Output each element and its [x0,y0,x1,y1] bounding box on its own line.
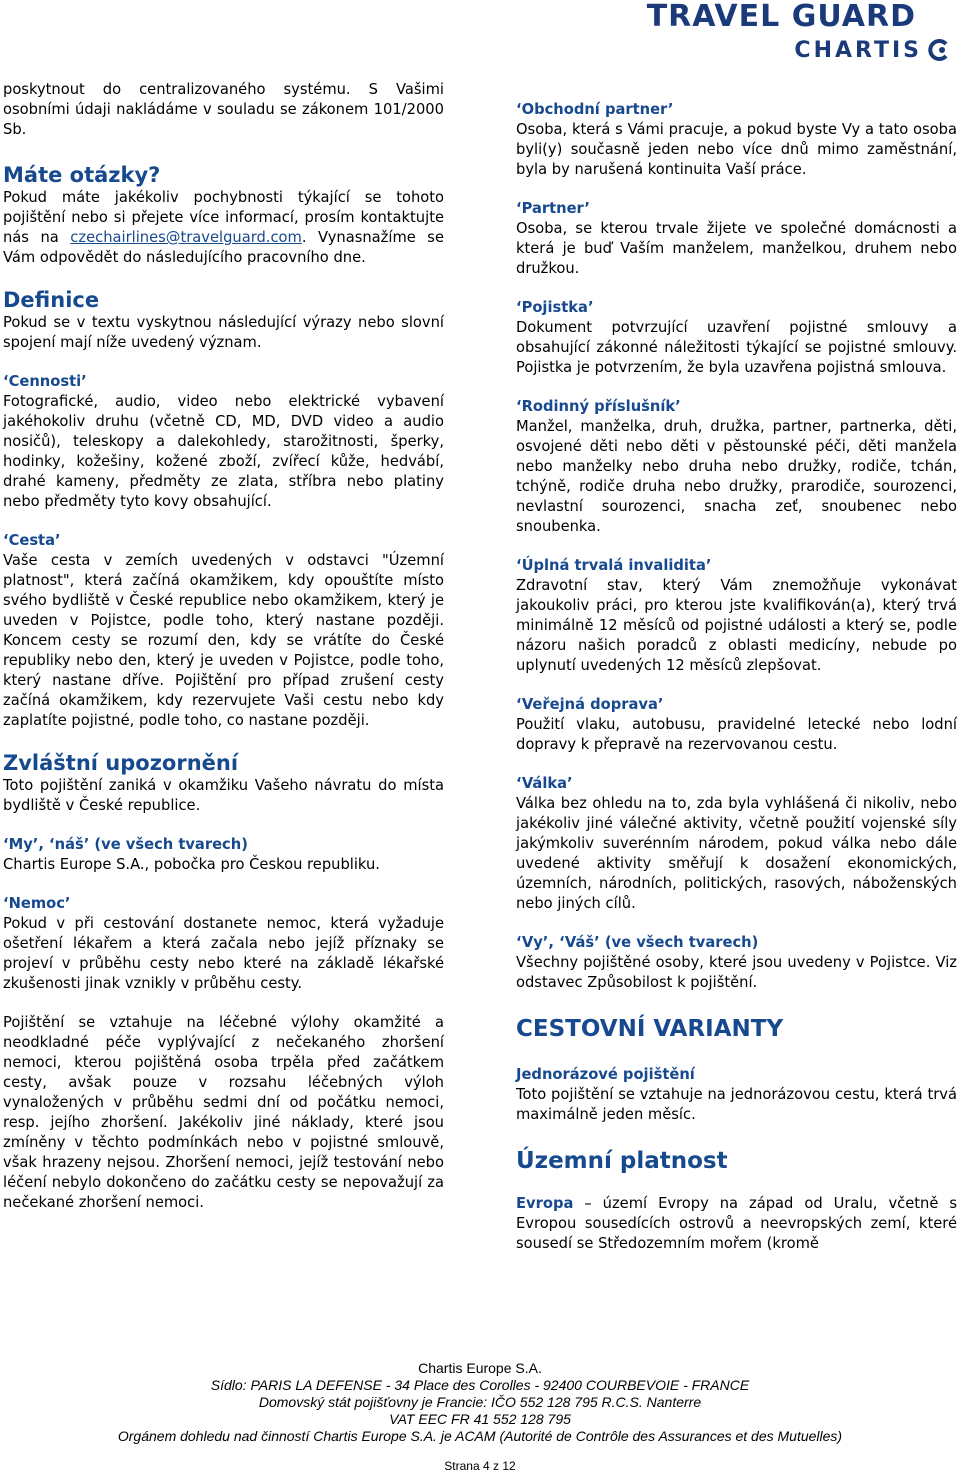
email-link[interactable]: czechairlines@travelguard.com [70,229,302,246]
intro-text: poskytnout do centralizovaného systému. S Vašimi osobními údaji nakládáme v souladu se zákonem 101/2000 Sb. [3,81,444,138]
left-column [3,80,444,1213]
footer-home-state: Domovský stát pojišťovny je Francie: IČO 552 128 795 R.C.S. Nanterre [258,1394,702,1410]
term-europe: Evropa [516,1195,574,1212]
term-war: ‘Válka’ [516,775,573,792]
term-illness: ‘Nemoc’ [3,895,71,912]
term-you: ‘Vy’, ‘Váš’ (ve všech tvarech) [516,934,759,951]
family-text: Manžel, manželka, druh, družka, partner, partnerka, děti, osvojené děti nebo děti v pěstounské péči, děti manžela nebo manželky nebo druha nebo družky, rodiče, tchán, tchýně, rodiče druha nebo družky, prarodiče, sourozenci, nevlastní sourozenci, snacha zeť, snoubenec nebo snoubenka. [516,418,957,535]
transport-text: Použití vlaku, autobusu, pravidelné letecké nebo lodní dopravy k přepravě na rezervovanou cestu. [516,716,957,753]
partner-text: Osoba, se kterou trvale žijete ve společné domácnosti a která je buď Vaším manželem, manželkou, druhem nebo družkou. [516,220,957,277]
footer [0,1360,960,1445]
valuables-text: Fotografické, audio, video nebo elektrické vybavení jakéhokoliv druhu (včetně CD, MD, DVD video a audio nosičů), teleskopy a dalekohledy, starožitnosti, šperky, hodinky, kožešiny, kožené zboží, zvířecí kůže, hedvábí, drahé kameny, předměty ze zlata, stříbra nebo platiny nebo předměty tyto kovy obsahující. [3,393,444,510]
footer-seat: Sídlo: PARIS LA DEFENSE - 34 Place des Corolles - 92400 COURBEVOIE - FRANCE [210,1377,750,1393]
footer-company: Chartis Europe S.A. [418,1360,542,1376]
term-we: ‘My’, ‘náš’ (ve všech tvarech) [3,836,248,853]
special-text: Toto pojištění zaniká v okamžiku Vašeho návratu do místa bydliště v České republice. [3,777,444,814]
special-heading: Zvláštní upozornění [3,751,239,775]
term-policy: ‘Pojistka’ [516,299,594,316]
territory-heading: Územní platnost [516,1148,728,1174]
disability-text: Zdravotní stav, který Vám znemožňuje vykonávat jakoukoliv práci, pro kterou jste kvalifikován(a), který trvá minimálně 12 měsíců od pojistné události a který se, podle názoru našich poradců z oblasti medicíny, nebude po uplynutí uvedených 12 měsíců zlepšovat. [516,577,957,674]
definitions-intro: Pokud se v textu vyskytnou následující výrazy nebo slovní spojení mají níže uvedený význam. [3,314,444,351]
illness-text: Pokud v při cestování dostanete nemoc, která vyžaduje ošetření lékařem a která začala nebo jejíž příznaky se projeví v průběhu cesty nebo které na základě lékařské zkušenosti jinak vznikly v průběhu cesty. [3,915,444,992]
term-transport: ‘Veřejná doprava’ [516,696,664,713]
logo-sub-text: CHARTIS [794,38,922,63]
single-trip-text: Toto pojištění se vztahuje na jednorázovou cestu, která trvá maximálně jeden měsíc. [516,1086,957,1123]
logo-main-text: TRAVEL GUARD [646,0,916,34]
travel-guard-logo [636,0,956,68]
term-single-trip: Jednorázové pojištění [516,1066,695,1083]
footer-vat: VAT EEC FR 41 552 128 795 [389,1411,571,1427]
term-family: ‘Rodinný příslušník’ [516,398,681,415]
footer-supervision: Orgánem dohledu nad činností Chartis Europe S.A. je ACAM (Autorité de Contrôle des Assurances et des Mutuelles) [117,1428,843,1444]
questions-heading: Máte otázky? [3,163,161,187]
trip-text: Vaše cesta v zemích uvedených v odstavci "Územní platnost", která začíná okamžikem, kdy opouštíte místo svého bydliště v České republice nebo okamžikem, který je uveden v Pojistce, podle toho, který nastane později. Koncem cesty se rozumí den, kdy se vrátíte do České republiky nebo den, který je uveden v Pojistce, podle toho, který nastane dříve. Pojištění pro případ zrušení cesty začíná okamžikem, kdy rezervujete Vaši cestu nebo kdy zaplatíte pojistné, podle toho, co nastane později. [3,552,444,729]
variants-heading: CESTOVNÍ VARIANTY [516,1016,784,1042]
term-trip: ‘Cesta’ [3,532,61,549]
right-column [516,100,957,1254]
definitions-heading: Definice [3,288,100,312]
term-business-partner: ‘Obchodní partner’ [516,101,674,118]
illness-text-2: Pojištění se vztahuje na léčebné výlohy okamžité a neodkladné péče vyplývající z nečekaného zhoršení nemoci, kterou pojištěná osoba trpěla před začátkem cesty, avšak pouze v rozsahu léčebných výloh vynaložených v průběhu sedmi dní od počátku nemoci, resp. jejího zhoršení. Jakékoliv jiné náklady, které jsou zmíněny v těchto podmínkách nebo v pojistné smlouvě, však hrazeny nejsou. Zhoršení nemoci, jejíž testování nebo léčení nebylo dokončeno do začátku cesty se nepovažují za nečekané zhoršení nemoci. [3,1014,444,1211]
page-number: Strana 4 z 12 [444,1459,516,1473]
chartis-mark-icon [926,38,950,62]
you-text: Všechny pojištěné osoby, které jsou uvedeny v Pojistce. Viz odstavec Způsobilost k pojištění. [516,954,957,991]
business-partner-text: Osoba, která s Vámi pracuje, a pokud byste Vy a tato osoba byli(y) současně jeden nebo více dnů mimo zaměstnání, byla by narušená kontinuita Vaší práce. [516,121,957,178]
europe-text: Evropa – území Evropy na západ od Uralu, včetně s Evropou sousedících ostrovů a neevropských zemí, které sousedí se Středozemním mořem (kromě [516,1195,957,1252]
we-text: Chartis Europe S.A., pobočka pro Českou republiku. [3,856,380,873]
war-text: Válka bez ohledu na to, zda byla vyhlášená či nikoliv, nebo jakékoliv jiné válečné aktivity, včetně použití vojenské síly jakýmkoliv suverénním národem, pokud válka nebo dále uvedené aktivity směřují k dosažení ekonomických, územních, národních, politických, rasových, náboženských nebo jiných cílů. [516,795,957,912]
questions-text: Pokud máte jakékoliv pochybnosti týkající se tohoto pojištění nebo si přejete více informací, prosím kontaktujte nás na czechairlines@travelguard.com. Vynasnažíme se Vám odpovědět do následujícího pracovního dne. [3,189,444,266]
term-partner: ‘Partner’ [516,200,590,217]
policy-text: Dokument potvrzující uzavření pojistné smlouvy a obsahující zákonné náležitosti týkající se pojistné smlouvy. Pojistka je potvrzením, že byla uzavřena pojistná smlouva. [516,319,957,376]
term-valuables: ‘Cennosti’ [3,373,87,390]
term-disability: ‘Úplná trvalá invalidita’ [516,557,712,574]
